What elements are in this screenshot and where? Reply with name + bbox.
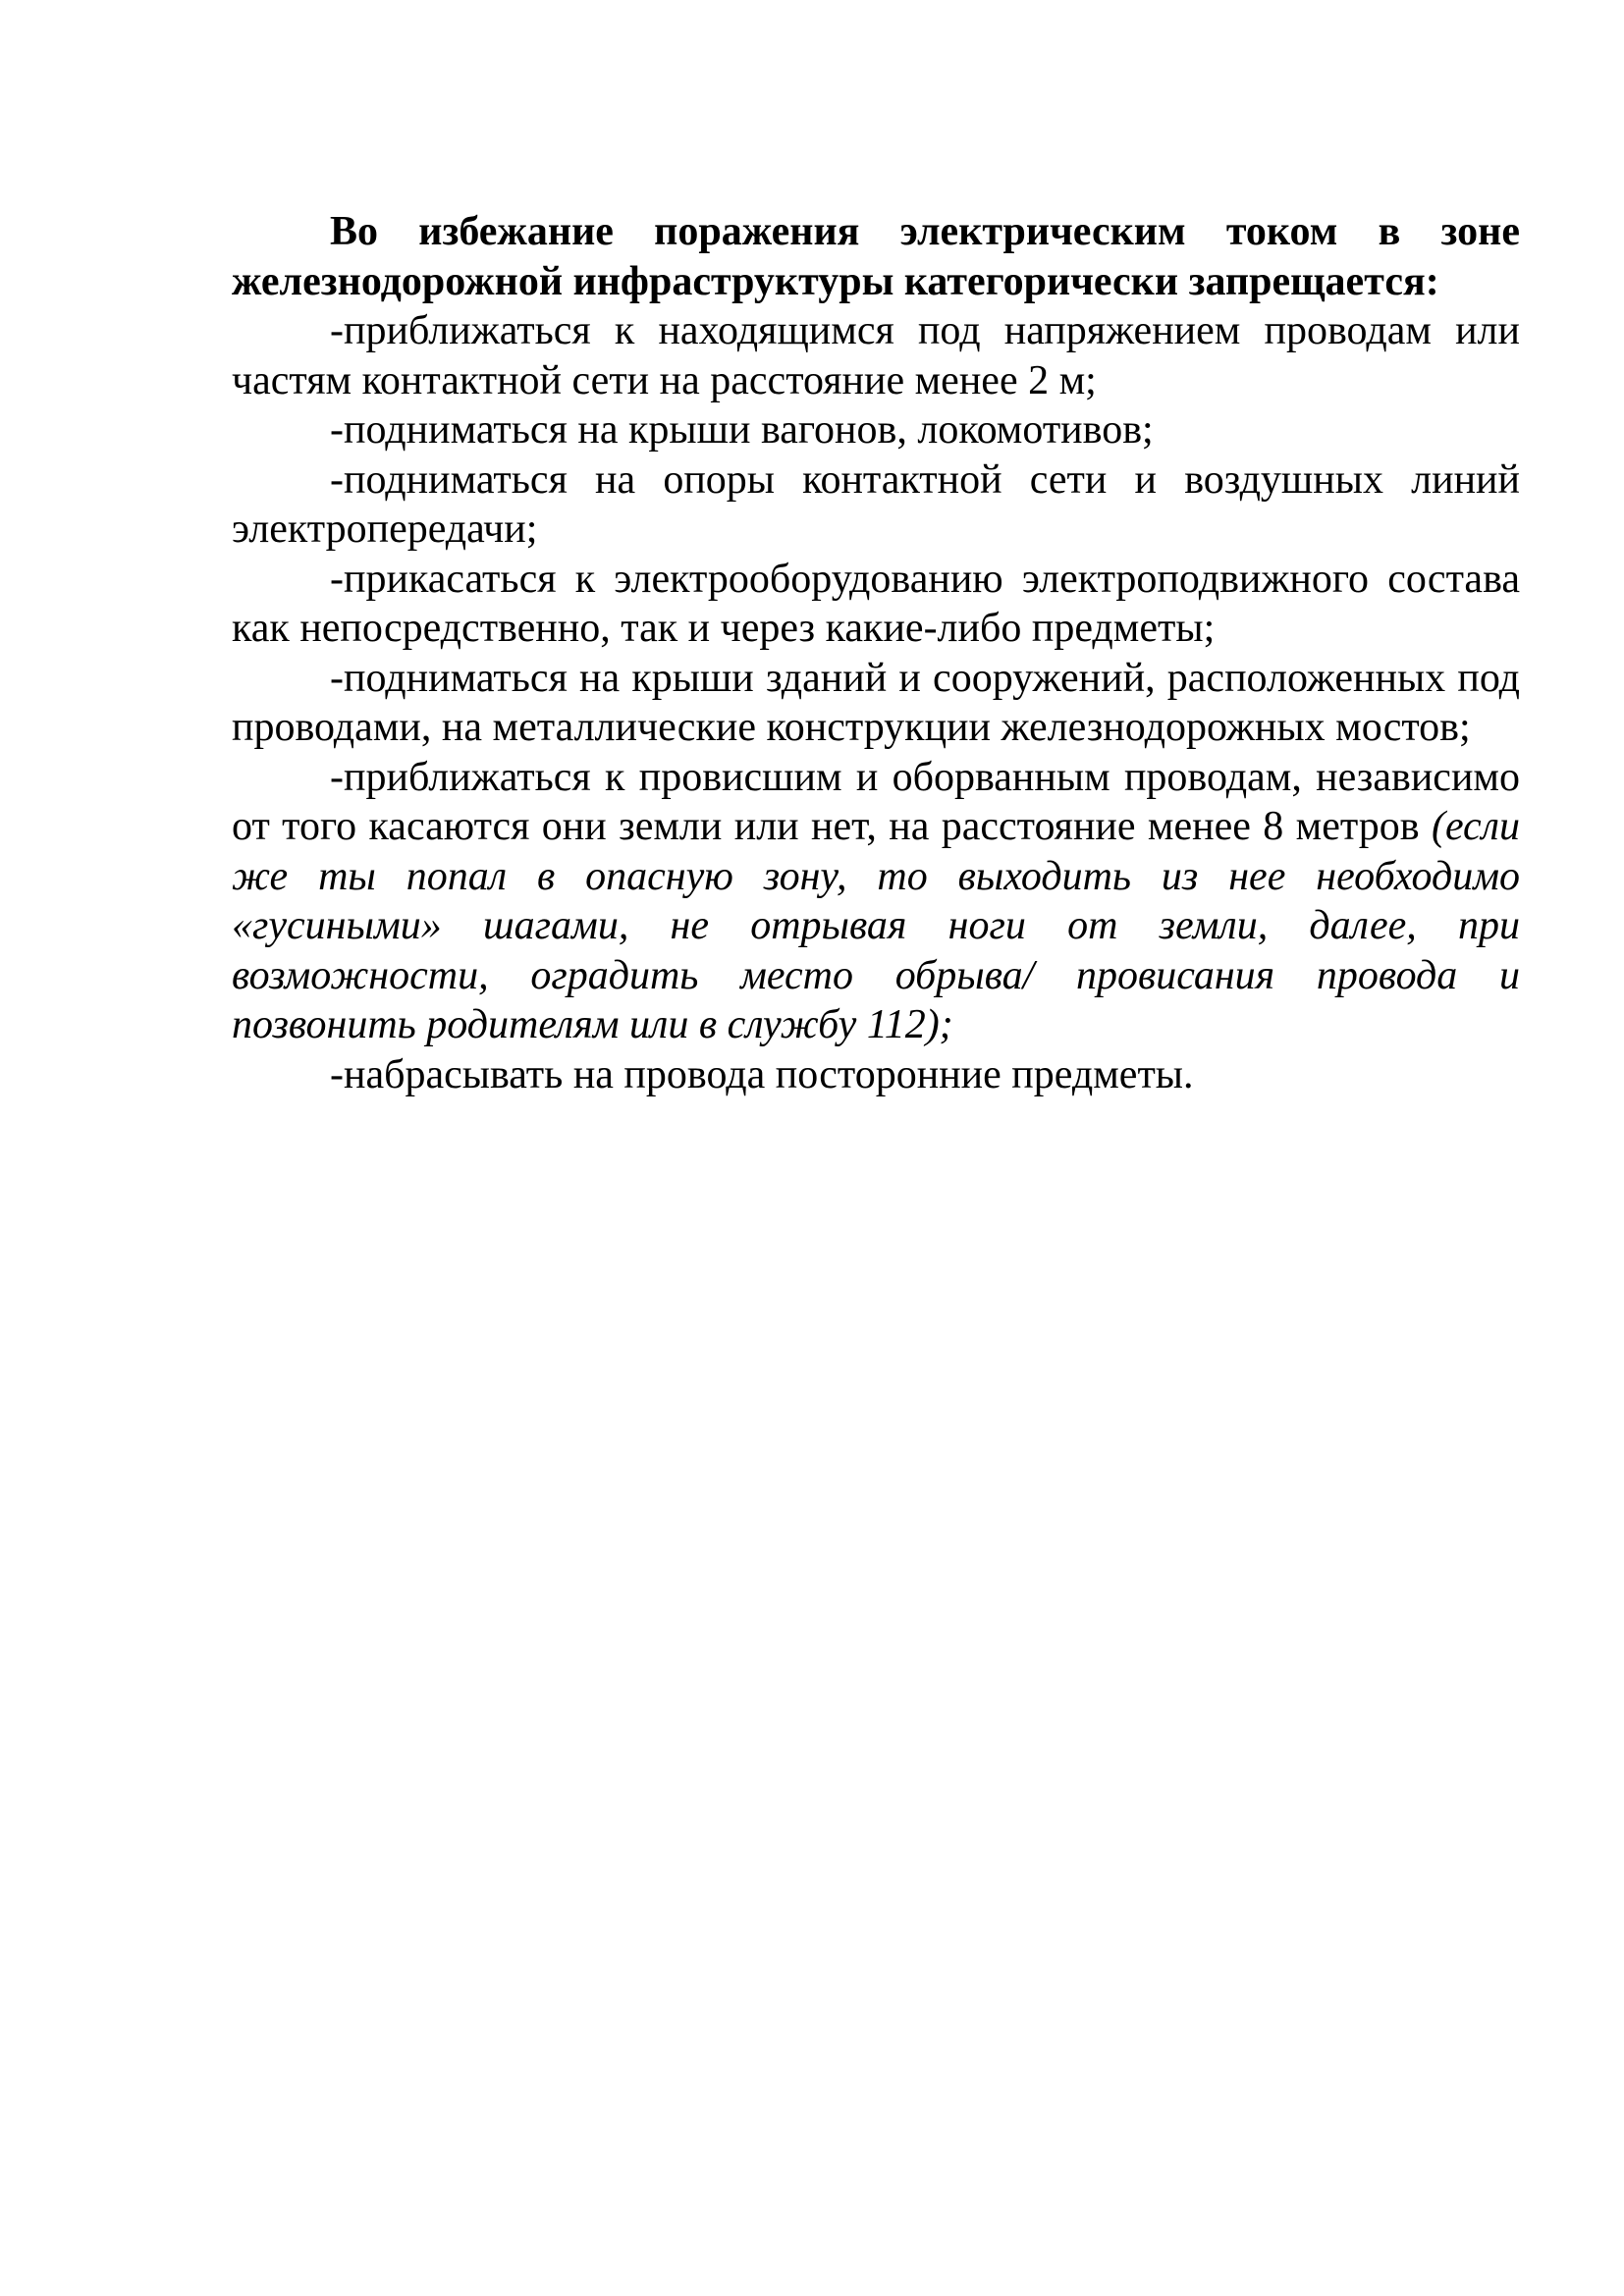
rule-item: -прикасаться к электрооборудованию электроподвижного состава как непосредственно, так и через какие-либо предметы; <box>232 556 1520 651</box>
safety-rules-text <box>232 207 1520 1099</box>
rule-item: -приближаться к находящимся под напряжением проводам или частям контактной сети на расстояние менее 2 м; <box>232 308 1520 403</box>
rule-item: -набрасывать на провода посторонние предметы. <box>330 1051 1194 1097</box>
document-heading: Во избежание поражения электрическим током в зоне железнодорожной инфраструктуры категорически запрещается: <box>232 209 1520 304</box>
rule-item-text: -приближаться к провисшим и оборванным проводам, независимо от того касаются они земли или нет, на расстояние менее 8 метров <box>232 754 1520 849</box>
rule-item-note: (если же ты попал в опасную зону, то выходить из нее необходимо «гусиными» шагами, не отрывая ноги от земли, далее, при возможности, оградить место обрыва/ провисания провода и позвонить родителям или в службу 112); <box>232 804 1520 1047</box>
rule-item: -подниматься на опоры контактной сети и воздушных линий электропередачи; <box>232 456 1520 552</box>
rule-item: -подниматься на крыши вагонов, локомотивов; <box>330 407 1154 453</box>
rule-item <box>232 753 1520 1050</box>
rule-item: -подниматься на крыши зданий и сооружений, расположенных под проводами, на металлические конструкции железнодорожных мостов; <box>232 655 1520 750</box>
